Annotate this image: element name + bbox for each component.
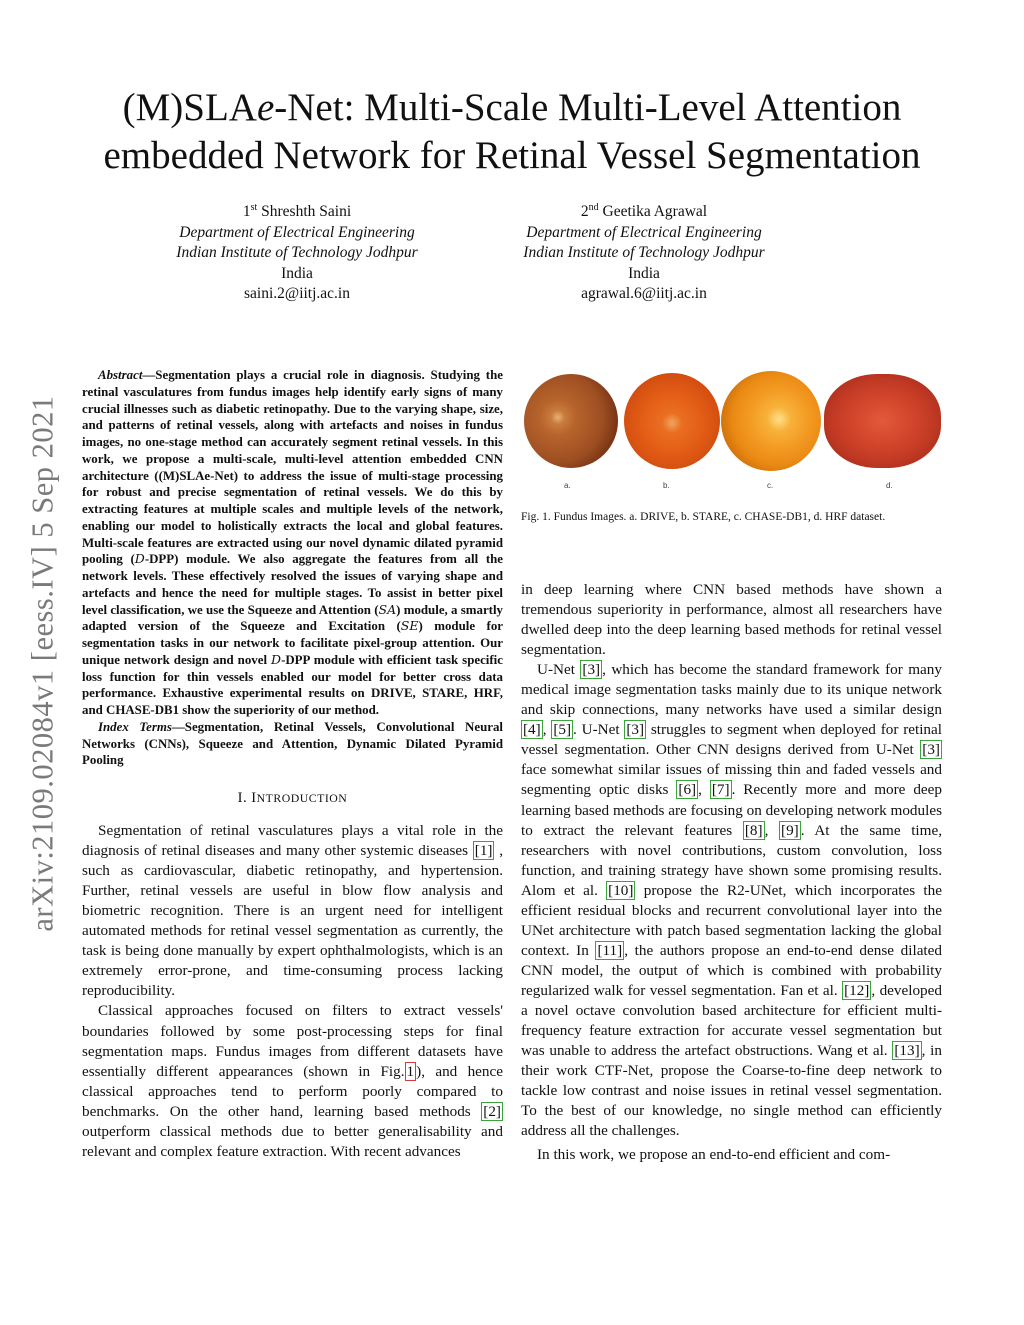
abstract-math-se: SE xyxy=(400,618,419,634)
intro-p2-text-c: outperform classical methods due to better generalisability and relevant and complex feature extraction. With recent advances xyxy=(82,1122,503,1160)
intro-p1-text-a: Segmentation of retinal vasculatures plays a vital role in the diagnosis of retinal diseases and many other systemic diseases xyxy=(82,822,503,860)
author-1-country: India xyxy=(281,264,313,282)
abstract-text-5: -DPP module with efficient task specific loss function for thin vessels enabled our model for better cross data performance. Exhaustive experimental results on DRIVE, STARE, HRF, and CHASE-DB1 show the superiority of our method. xyxy=(82,652,503,717)
fundus-image-stare xyxy=(624,373,720,469)
abstract-text-3: ) module, a smartly adapted version of the Squeeze and Excitation ( xyxy=(82,602,503,634)
index-terms-dash: — xyxy=(171,719,185,734)
citation-link[interactable]: [7] xyxy=(711,781,730,799)
rp2-b: , which has become the standard framework for many medical image segmentation tasks mainly due to its unique network and skip connections, many networks have used a similar design xyxy=(521,661,942,719)
abstract-label: Abstract xyxy=(98,368,143,382)
rp2-d: struggles to segment when deployed for retinal vessel segmentation. Other CNN designs derived from U-Net xyxy=(521,721,942,759)
title-line1-part1: (M)SLA xyxy=(122,86,257,129)
author-1-department: Department of Electrical Engineering xyxy=(179,223,415,241)
citation-link[interactable]: [11] xyxy=(597,941,623,959)
citation-link[interactable]: [12] xyxy=(844,981,870,999)
figure-label-d: d. xyxy=(886,481,893,490)
intro-p2-text-b: ), and hence classical approaches tend to perform poorly compared to benchmarks. On the other hand, learning based methods xyxy=(82,1062,503,1120)
abstract-math-d: D xyxy=(134,551,145,567)
author-1-ordinal-sup: st xyxy=(250,201,258,213)
abstract-text-1: Segmentation plays a crucial role in diagnosis. Studying the retinal vasculatures from fundus images help identify early signs of many crucial illnesses such as diabetic retinopathy. Due to the varying shape, size, and patterns of retinal vessels, along with artefacts and noises in fundus images, no one-stage method can accurately segment retinal vessels. In this work, we propose a multi-scale, multi-level attention embedded CNN architecture ((M)SLAe-Net) to address the issue of multi-stage processing for robust and precise segmentation of retinal vessels. We do this by extracting features at multiple scales and multiple levels of the network, enabling our model to holistically extracts the local and global features. Multi-scale features are extracted using our novel dynamic dilated pyramid pooling ( xyxy=(82,368,503,567)
paper-title xyxy=(60,84,964,180)
abstract-dash: — xyxy=(142,368,156,382)
index-terms-text: Segmentation, Retinal Vessels, Convolutional Neural Networks (CNNs), Squeeze and Attention, Dynamic Dilated Pyramid Pooling xyxy=(82,719,503,768)
rp2-k: , in their work CTF-Net, propose the Coarse-to-fine deep network to tackle low contrast and noise issues in retinal vessel segmentation. To the best of our knowledge, no single method can efficiently address all the challenges. xyxy=(521,1042,942,1140)
abstract-text-4: ) module for segmentation tasks in our network to facilitate pixel-group attention. Our unique network design and novel xyxy=(82,619,503,667)
rp2-sep1: , xyxy=(542,721,552,739)
rp2-g: . At the same time, researchers with novel contributions, custom convolution, loss function, and training strategy have shown some promising results. Alom et al. xyxy=(521,821,942,899)
rp2-j: , developed a novel octave convolution based architecture for efficient multi-frequency feature extraction for accurate vessel segmentation but was unable to address the artefact obstructions. Wang et al. xyxy=(521,981,942,1060)
rp2-sep3: , xyxy=(764,821,780,839)
left-column xyxy=(82,367,503,1162)
arxiv-identifier[interactable]: arXiv:2109.02084v1 [eess.IV] 5 Sep 2021 xyxy=(25,395,60,932)
citation-link[interactable]: [8] xyxy=(744,821,763,839)
author-2-ordinal-sup: nd xyxy=(588,201,599,213)
citation-link[interactable]: [3] xyxy=(582,661,601,679)
author-block-1 xyxy=(127,202,467,305)
figure-fundus-images xyxy=(521,368,945,488)
intro-p2-text-a: Classical approaches focused on filters to extract vessels' boundaries followed by some post-processing steps for final segmentation maps. Fundus images from different datasets have essentially different appearances (shown in Fig. xyxy=(82,1002,503,1080)
title-line2: embedded Network for Retinal Vessel Segmentation xyxy=(103,134,921,177)
fundus-image-drive xyxy=(524,374,618,468)
author-1-name: Shreshth Saini xyxy=(261,203,352,220)
rp2-h: propose the R2-UNet, which incorporates the efficient residual blocks and recurrent convolutional layer into the UNet architecture with patch based segmentation lacking the global context. In xyxy=(521,881,942,959)
index-terms-label: Index Terms xyxy=(98,719,172,734)
title-line1-part2: -Net: Multi-Scale Multi-Level Attention xyxy=(274,86,902,129)
section-heading-introduction xyxy=(82,788,503,808)
citation-link[interactable]: [3] xyxy=(922,741,940,759)
figure-label-c: c. xyxy=(767,481,774,490)
section-title-cap: I xyxy=(251,790,257,806)
author-2-ordinal: 2 xyxy=(580,203,589,220)
right-column xyxy=(521,580,942,1165)
title-line1-italic: e xyxy=(256,86,275,129)
rp2-e: face somewhat similar issues of missing thin and faded vessels and segmenting optic disks xyxy=(521,761,942,799)
author-2-name: Geetika Agrawal xyxy=(602,203,708,220)
fundus-image-hrf xyxy=(824,374,941,468)
fundus-image-chase xyxy=(721,371,821,471)
abstract-math-sa: SA xyxy=(378,601,397,617)
right-paragraph-1: in deep learning where CNN based methods have shown a tremendous superiority in performance, almost all researchers have dwelled deep into the deep learning based methods for retinal vessel segmentation. xyxy=(521,581,942,659)
rp2-c: . U-Net xyxy=(573,721,625,739)
author-2-institute: Indian Institute of Technology Jodhpur xyxy=(523,244,765,262)
index-terms xyxy=(82,719,503,769)
abstract-math-d2: D xyxy=(271,651,282,667)
author-2-email[interactable]: agrawal.6@iitj.ac.in xyxy=(581,285,707,303)
abstract-text-2: -DPP) module. We also aggregate the features from all the network levels. These effectively resolved the issues of varying shape and artefacts and hence the need for multiple stages. To assist in better pixel level classification, we use the Squeeze and Attention ( xyxy=(82,552,503,617)
citation-link[interactable]: [2] xyxy=(483,1102,501,1120)
author-1-email[interactable]: saini.2@iitj.ac.in xyxy=(244,285,350,303)
right-paragraph-2 xyxy=(521,660,942,1141)
section-title-rest: NTRODUCTION xyxy=(256,791,348,805)
figure-label-b: b. xyxy=(663,481,670,490)
citation-link[interactable]: [5] xyxy=(553,721,572,739)
rp2-i: , the authors propose an end-to-end dense dilated CNN model, the output of which is combined with probability regularized walk for vessel segmentation. Fan et al. xyxy=(521,941,942,999)
rp2-a: U-Net xyxy=(537,661,581,679)
citation-link[interactable]: [1] xyxy=(474,842,493,860)
citation-link[interactable]: [10] xyxy=(608,881,634,899)
author-1-ordinal: 1 xyxy=(242,203,251,220)
citation-link[interactable]: [3] xyxy=(626,721,645,739)
citation-link[interactable]: [6] xyxy=(678,781,697,799)
intro-p1-text-b: , such as cardiovascular, diabetic retinopathy, and hypertension. Further, retinal vessels are useful in blow flow analysis and biometric recognition. There is an urgent need for intelligent automated methods for retinal vessel segmentation as currently, the task is being done manually by expert ophthalmologists, which is an extremely error-prone, and time-consuming process lacking reproducibility. xyxy=(82,842,503,1000)
author-1-institute: Indian Institute of Technology Jodhpur xyxy=(176,244,418,262)
author-2-country: India xyxy=(628,264,660,282)
right-paragraph-3: In this work, we propose an end-to-end efficient and com- xyxy=(537,1146,891,1164)
figure-label-a: a. xyxy=(564,481,571,490)
author-2-department: Department of Electrical Engineering xyxy=(526,223,762,241)
intro-paragraph-2 xyxy=(82,1001,503,1161)
abstract xyxy=(82,367,503,719)
citation-link[interactable]: [4] xyxy=(523,721,541,739)
citation-link[interactable]: [9] xyxy=(781,821,799,839)
author-block-2 xyxy=(474,202,814,305)
figure-reference-link[interactable]: 1 xyxy=(406,1062,415,1080)
citation-link[interactable]: [13] xyxy=(894,1042,920,1060)
figure-caption: Fig. 1. Fundus Images. a. DRIVE, b. STARE, c. CHASE-DB1, d. HRF dataset. xyxy=(521,511,886,523)
rp2-sep2: , xyxy=(698,781,710,799)
intro-paragraph-1 xyxy=(82,821,503,1001)
rp2-f: . Recently more and more deep learning based methods are focusing on developing network modules to extract the relevant features xyxy=(521,781,942,839)
section-number: I. xyxy=(237,790,252,806)
